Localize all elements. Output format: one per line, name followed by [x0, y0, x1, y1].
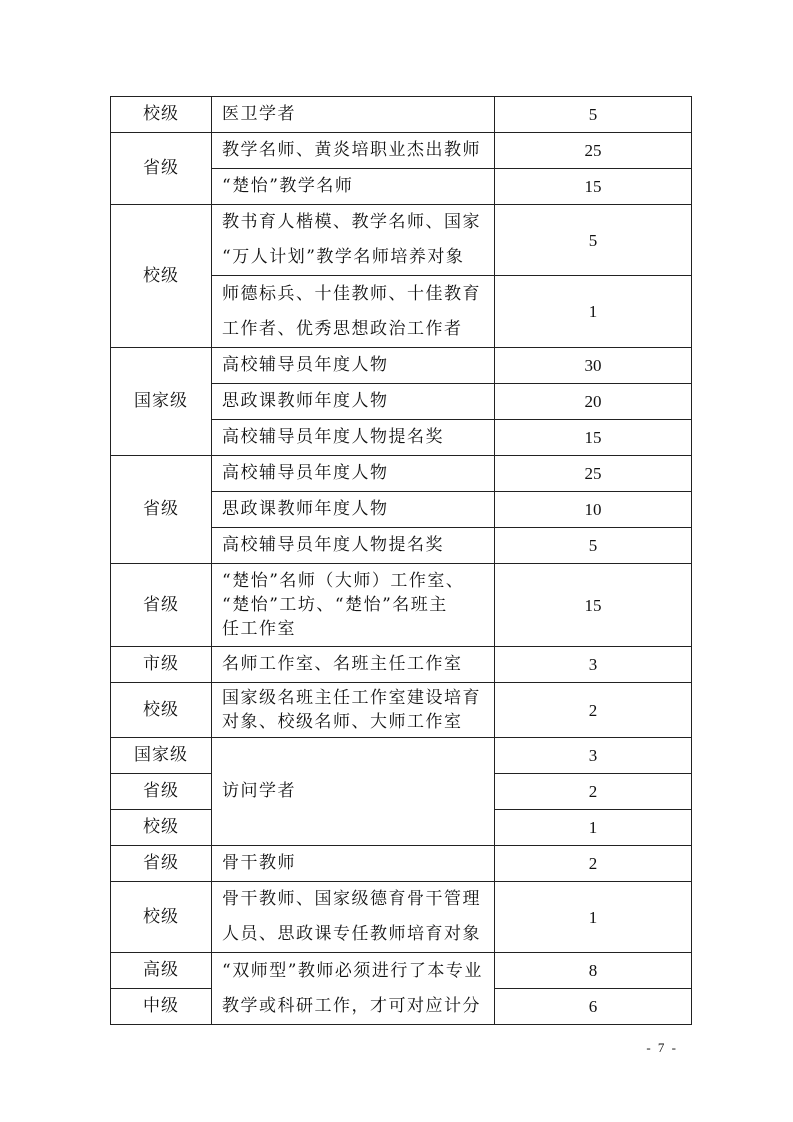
desc-cell: 高校辅导员年度人物提名奖 [212, 420, 495, 456]
score-cell: 30 [495, 348, 692, 384]
score-cell: 3 [495, 647, 692, 683]
table-row [111, 683, 692, 738]
table-row [111, 647, 692, 683]
score-cell: 15 [495, 169, 692, 205]
desc-line: “楚怡”名师（大师）工作室、 [222, 571, 465, 591]
score-cell: 2 [495, 683, 692, 738]
page-number: - 7 - [646, 1040, 678, 1055]
level-cell: 省级 [111, 133, 212, 205]
level-cell: 高级 [111, 953, 212, 989]
level-cell: 省级 [111, 564, 212, 647]
score-cell: 1 [495, 276, 692, 348]
desc-cell [212, 276, 495, 348]
desc-cell [212, 953, 495, 1025]
level-cell: 国家级 [111, 348, 212, 456]
table-row [111, 953, 692, 989]
desc-line: 骨干教师、国家级德育骨干管理 [222, 889, 481, 909]
desc-line: 教书育人楷模、教学名师、国家 [222, 212, 481, 232]
table-row [111, 738, 692, 774]
score-cell: 2 [495, 846, 692, 882]
desc-cell: 医卫学者 [212, 97, 495, 133]
level-cell: 校级 [111, 882, 212, 953]
desc-line: “双师型”教师必须进行了本专业 [222, 960, 483, 981]
score-cell: 15 [495, 420, 692, 456]
level-cell: 市级 [111, 647, 212, 683]
table-row [111, 348, 692, 384]
score-table [110, 96, 692, 1025]
desc-cell: “楚怡”教学名师 [212, 169, 495, 205]
table-row [111, 133, 692, 169]
desc-line: 任工作室 [222, 619, 296, 639]
desc-line: 国家级名班主任工作室建设培育 [222, 688, 481, 708]
desc-line: 对象、校级名师、大师工作室 [222, 712, 463, 732]
score-cell: 5 [495, 97, 692, 133]
level-cell: 省级 [111, 846, 212, 882]
desc-line: 工作者、优秀思想政治工作者 [222, 318, 463, 339]
level-cell: 中级 [111, 989, 212, 1025]
table-row [111, 882, 692, 953]
table-row [111, 456, 692, 492]
score-cell: 6 [495, 989, 692, 1025]
score-cell: 15 [495, 564, 692, 647]
score-cell: 25 [495, 133, 692, 169]
score-cell: 5 [495, 528, 692, 564]
desc-cell: 高校辅导员年度人物 [212, 456, 495, 492]
desc-cell: 骨干教师 [212, 846, 495, 882]
table-row [111, 205, 692, 276]
level-cell: 校级 [111, 810, 212, 846]
score-cell: 8 [495, 953, 692, 989]
desc-cell [212, 205, 495, 276]
desc-line: “万人计划”教学名师培养对象 [222, 247, 465, 267]
desc-cell: 高校辅导员年度人物提名奖 [212, 528, 495, 564]
level-cell: 校级 [111, 683, 212, 738]
score-cell: 3 [495, 738, 692, 774]
desc-cell: 思政课教师年度人物 [212, 492, 495, 528]
desc-cell [212, 564, 495, 647]
score-cell: 10 [495, 492, 692, 528]
table-row [111, 97, 692, 133]
table-row [111, 564, 692, 647]
level-cell: 省级 [111, 456, 212, 564]
desc-cell: 教学名师、黄炎培职业杰出教师 [212, 133, 495, 169]
score-cell: 5 [495, 205, 692, 276]
desc-cell [212, 882, 495, 953]
desc-line: 教学或科研工作，才可对应计分 [222, 995, 481, 1016]
level-cell: 省级 [111, 774, 212, 810]
table-row [111, 846, 692, 882]
desc-line: 人员、思政课专任教师培育对象 [222, 924, 481, 944]
score-cell: 20 [495, 384, 692, 420]
desc-cell: 访问学者 [212, 738, 495, 846]
desc-line: “楚怡”工坊、“楚怡”名班主 [222, 595, 448, 615]
desc-cell: 高校辅导员年度人物 [212, 348, 495, 384]
score-cell: 25 [495, 456, 692, 492]
score-cell: 1 [495, 882, 692, 953]
score-cell: 1 [495, 810, 692, 846]
level-cell: 校级 [111, 205, 212, 348]
score-cell: 2 [495, 774, 692, 810]
desc-cell: 名师工作室、名班主任工作室 [212, 647, 495, 683]
desc-line: 师德标兵、十佳教师、十佳教育 [222, 283, 481, 304]
desc-cell: 思政课教师年度人物 [212, 384, 495, 420]
level-cell: 校级 [111, 97, 212, 133]
desc-cell [212, 683, 495, 738]
level-cell: 国家级 [111, 738, 212, 774]
